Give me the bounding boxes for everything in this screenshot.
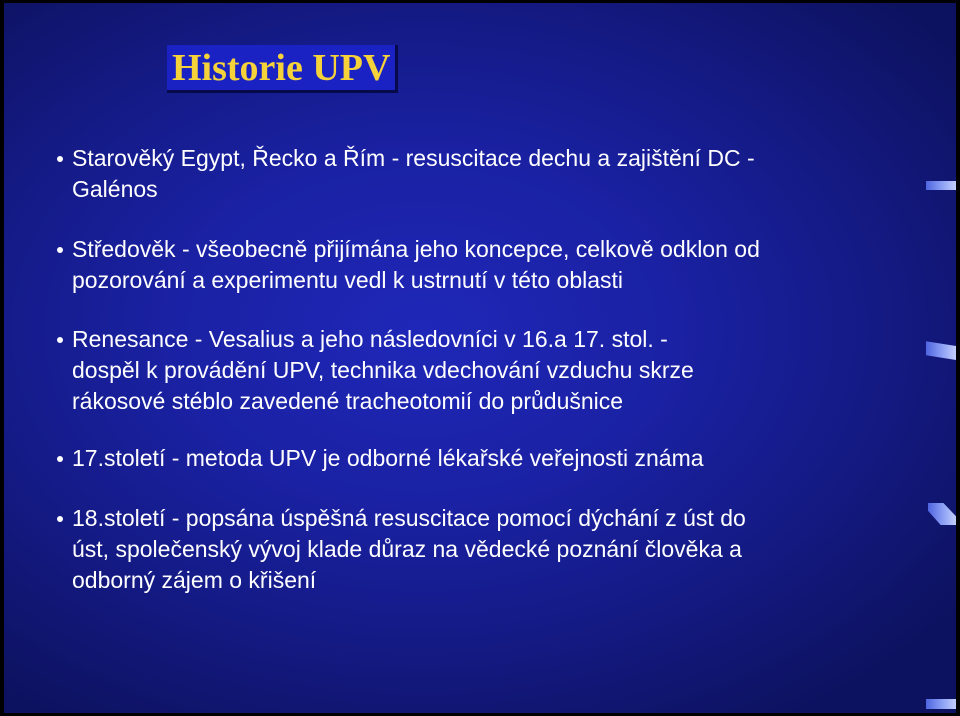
bullet-item <box>55 443 875 474</box>
bullet-item <box>55 503 875 596</box>
bullet-item <box>55 234 875 296</box>
bullet-dot-icon <box>57 456 63 462</box>
bullet-line: pozorování a experimentu vedl k ustrnutí v této oblasti <box>72 267 624 293</box>
bullet-dot-icon <box>57 337 63 343</box>
bullet-item <box>55 324 875 417</box>
title-box <box>167 45 398 93</box>
slide-title: Historie UPV <box>172 46 391 89</box>
bullet-dot-icon <box>57 247 63 253</box>
bullet-line: Galénos <box>72 176 158 202</box>
slide <box>4 3 956 713</box>
decorative-edge-mark <box>926 181 956 190</box>
bullet-line: Starověký Egypt, Řecko a Řím - resuscitace dechu a zajištění DC - <box>72 145 755 171</box>
bullet-line: 18.století - popsána úspěšná resuscitace pomocí dýchání z úst do <box>72 505 746 531</box>
bullet-dot-icon <box>57 156 63 162</box>
bullet-line: úst, společenský vývoj klade důraz na vědecké poznání člověka a <box>72 536 742 562</box>
bullet-list <box>55 143 875 596</box>
decorative-edge-mark <box>926 699 956 709</box>
bullet-line: Renesance - Vesalius a jeho následovníci v 16.a 17. stol. - <box>72 326 668 352</box>
bullet-line: Středověk - všeobecně přijímána jeho koncepce, celkově odklon od <box>72 236 760 262</box>
bullet-line: dospěl k provádění UPV, technika vdechování vzduchu skrze <box>72 357 694 383</box>
bullet-line: rákosové stéblo zavedené tracheotomií do průdušnice <box>72 388 624 414</box>
bullet-item <box>55 143 875 205</box>
bullet-line: 17.století - metoda UPV je odborné lékařské veřejnosti známa <box>72 445 704 471</box>
bullet-dot-icon <box>57 516 63 522</box>
decorative-edge-mark <box>926 341 956 360</box>
decorative-edge-mark <box>928 503 956 525</box>
bullet-line: odborný zájem o křišení <box>72 567 317 593</box>
